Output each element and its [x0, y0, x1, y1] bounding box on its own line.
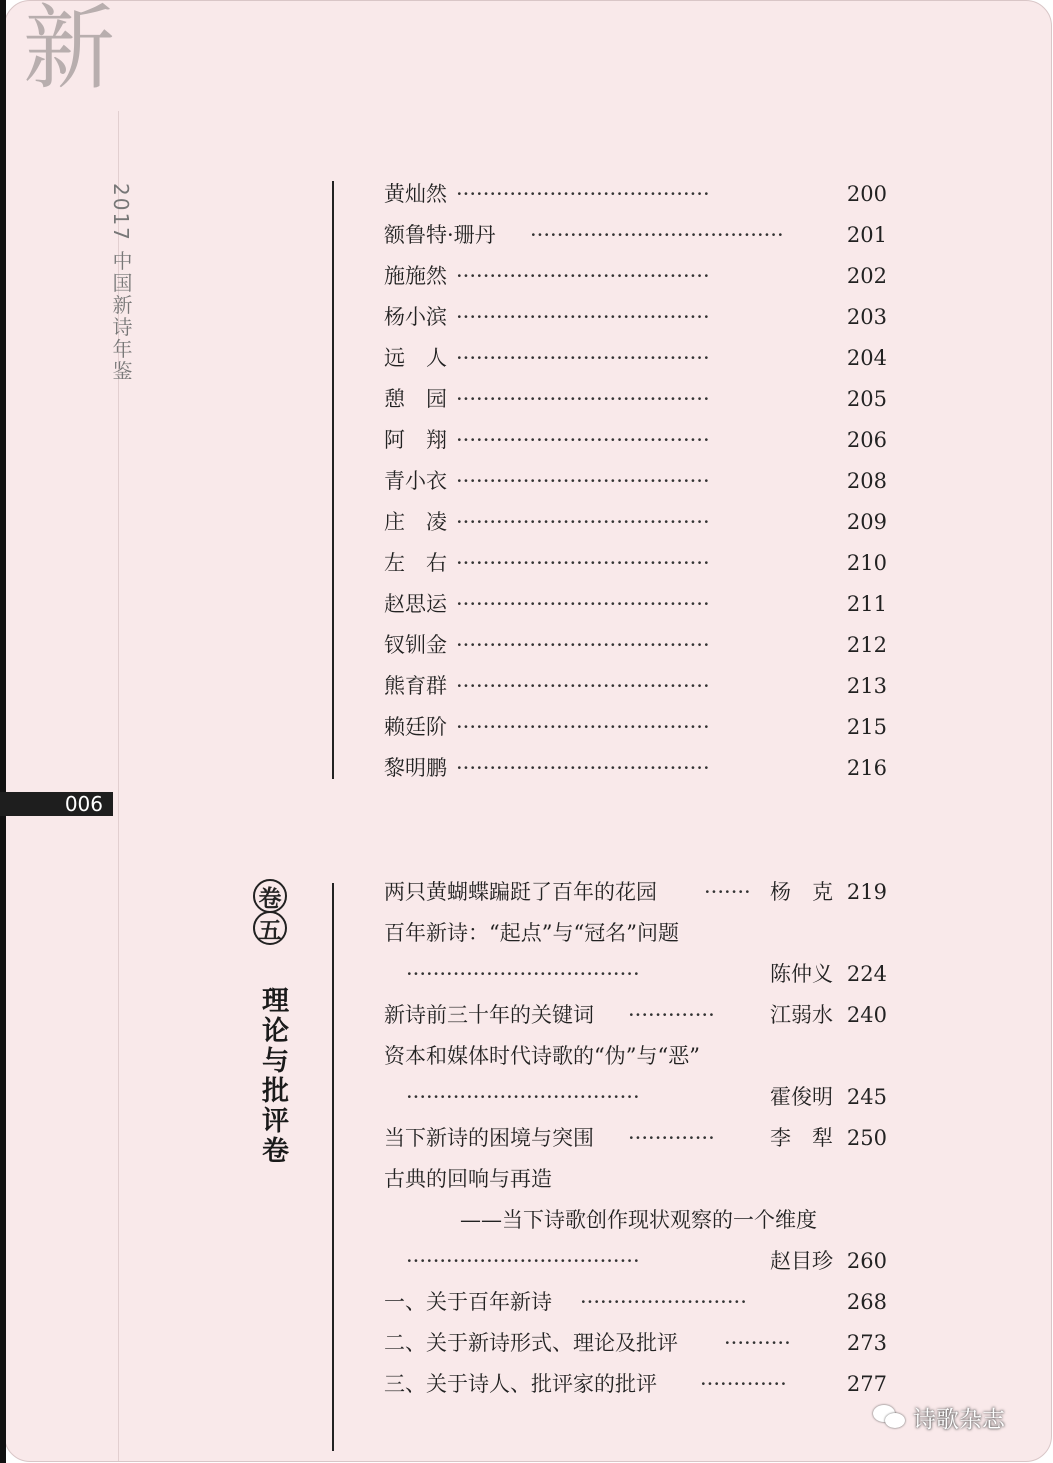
toc-page: 212: [846, 633, 887, 657]
toc-title: 憩 园: [384, 387, 447, 411]
toc-author: 霍俊明: [770, 1085, 833, 1109]
toc-row[interactable]: 赖廷阶 ······································ 215: [384, 710, 887, 744]
toc-title: 远 人: [384, 346, 447, 370]
toc-page: 224: [846, 962, 887, 986]
page: [4, 0, 1052, 1462]
toc-title: 当下新诗的困境与突围: [384, 1126, 594, 1150]
toc-row[interactable]: 青小衣 ······································ 208: [384, 464, 887, 498]
watermark-text: 诗歌杂志: [913, 1407, 1005, 1433]
toc-row[interactable]: 两只黄蝴蝶蹁跹了百年的花园 ······· 杨 克 219: [384, 875, 887, 909]
watermark: [873, 1401, 1005, 1434]
volume-badge-1: 卷: [253, 879, 287, 913]
toc-page: 201: [846, 223, 887, 247]
toc-row[interactable]: [384, 1162, 887, 1196]
toc-title: 施施然: [384, 264, 447, 288]
toc-page: 240: [846, 1003, 887, 1027]
toc-row[interactable]: [384, 1203, 887, 1237]
toc-page: 204: [846, 346, 887, 370]
toc-title: 庄 凌: [384, 510, 447, 534]
toc-row[interactable]: 阿 翔 ······································ 206: [384, 423, 887, 457]
toc-page: 213: [846, 674, 887, 698]
toc-rule-top: [332, 181, 334, 779]
volume-badge-2: 五: [253, 911, 287, 945]
toc-row[interactable]: 新诗前三十年的关键词 ············· 江弱水 240: [384, 998, 887, 1032]
toc-title: 赵思运: [384, 592, 447, 616]
toc-row[interactable]: 赵思运 ······································ 211: [384, 587, 887, 621]
toc-row[interactable]: [384, 916, 887, 950]
toc-page: 200: [846, 182, 887, 206]
toc-page: 277: [846, 1372, 887, 1396]
toc-author: 赵目珍: [770, 1249, 833, 1273]
toc-author: 杨 克: [770, 880, 833, 904]
toc-row[interactable]: 熊育群 ······································ 213: [384, 669, 887, 703]
toc-page: 219: [846, 880, 887, 904]
toc-row[interactable]: 钗钏金 ······································ 212: [384, 628, 887, 662]
toc-title: 阿 翔: [384, 428, 447, 452]
toc-title: 额鲁特·珊丹: [384, 223, 496, 247]
page-number: 006: [0, 792, 113, 816]
toc-title: 赖廷阶: [384, 715, 447, 739]
toc-page: 203: [846, 305, 887, 329]
toc-page: 215: [846, 715, 887, 739]
toc-title: 钗钏金: [384, 633, 447, 657]
toc-page: 245: [846, 1085, 887, 1109]
toc-page: 268: [846, 1290, 887, 1314]
toc-row[interactable]: 一、关于百年新诗 ························· 268: [384, 1285, 887, 1319]
toc-title: 杨小滨: [384, 305, 447, 329]
toc-row[interactable]: [384, 1039, 887, 1073]
toc-row[interactable]: 三、关于诗人、批评家的批评 ············· 277: [384, 1367, 887, 1401]
toc-page: 216: [846, 756, 887, 780]
toc-row[interactable]: 当下新诗的困境与突围 ············· 李 犁 250: [384, 1121, 887, 1155]
toc-row[interactable]: ··································· 陈仲义 224: [384, 957, 887, 991]
toc-title: 两只黄蝴蝶蹁跹了百年的花园: [384, 880, 657, 904]
toc-page: 273: [846, 1331, 887, 1355]
toc-author: 李 犁: [770, 1126, 833, 1150]
toc-subtitle: ——当下诗歌创作现状观察的一个维度: [460, 1208, 817, 1232]
toc-rule-bottom: [332, 883, 334, 1451]
toc-title: 一、关于百年新诗: [384, 1290, 552, 1314]
toc-title: 黎明鹏: [384, 756, 447, 780]
toc-row[interactable]: 庄 凌 ······································ 209: [384, 505, 887, 539]
left-black-edge: [0, 0, 6, 1463]
side-book-title: 2017 中国新诗年鉴: [109, 183, 133, 383]
toc-row[interactable]: 额鲁特·珊丹 ······································ 201: [384, 218, 887, 252]
toc-row[interactable]: 杨小滨 ······································ 203: [384, 300, 887, 334]
toc-author: 陈仲义: [770, 962, 833, 986]
toc-page: 250: [846, 1126, 887, 1150]
toc-title: 二、关于新诗形式、理论及批评: [384, 1331, 678, 1355]
toc-row[interactable]: 黎明鹏 ······································ 216: [384, 751, 887, 785]
toc-page: 205: [846, 387, 887, 411]
toc-title: 新诗前三十年的关键词: [384, 1003, 594, 1027]
header-big-char: 新: [23, 0, 116, 102]
toc-row[interactable]: 远 人 ······································ 204: [384, 341, 887, 375]
toc-title: 资本和媒体时代诗歌的“伪”与“恶”: [384, 1044, 700, 1068]
toc-title: 百年新诗：“起点”与“冠名”问题: [384, 921, 679, 945]
toc-title: 左 右: [384, 551, 447, 575]
toc-row[interactable]: 二、关于新诗形式、理论及批评 ·········· 273: [384, 1326, 887, 1360]
toc-row[interactable]: 黄灿然 ······································ 200: [384, 177, 887, 211]
toc-page: 260: [846, 1249, 887, 1273]
toc-row[interactable]: 左 右 ······································ 210: [384, 546, 887, 580]
toc-title: 三、关于诗人、批评家的批评: [384, 1372, 657, 1396]
toc-page: 206: [846, 428, 887, 452]
toc-author: 江弱水: [770, 1003, 833, 1027]
toc-title: 熊育群: [384, 674, 447, 698]
toc-row[interactable]: ··································· 赵目珍 260: [384, 1244, 887, 1278]
wechat-icon: [873, 1405, 907, 1431]
toc-page: 208: [846, 469, 887, 493]
toc-row[interactable]: 施施然 ······································ 202: [384, 259, 887, 293]
toc-page: 209: [846, 510, 887, 534]
toc-title: 青小衣: [384, 469, 447, 493]
toc-page: 210: [846, 551, 887, 575]
toc-row[interactable]: ··································· 霍俊明 245: [384, 1080, 887, 1114]
toc-row[interactable]: 憩 园 ······································ 205: [384, 382, 887, 416]
volume-name: 理论与批评卷: [257, 986, 288, 1166]
toc-page: 211: [846, 592, 887, 616]
toc-title: 黄灿然: [384, 182, 447, 206]
toc-title: 古典的回响与再造: [384, 1167, 552, 1191]
toc-page: 202: [846, 264, 887, 288]
